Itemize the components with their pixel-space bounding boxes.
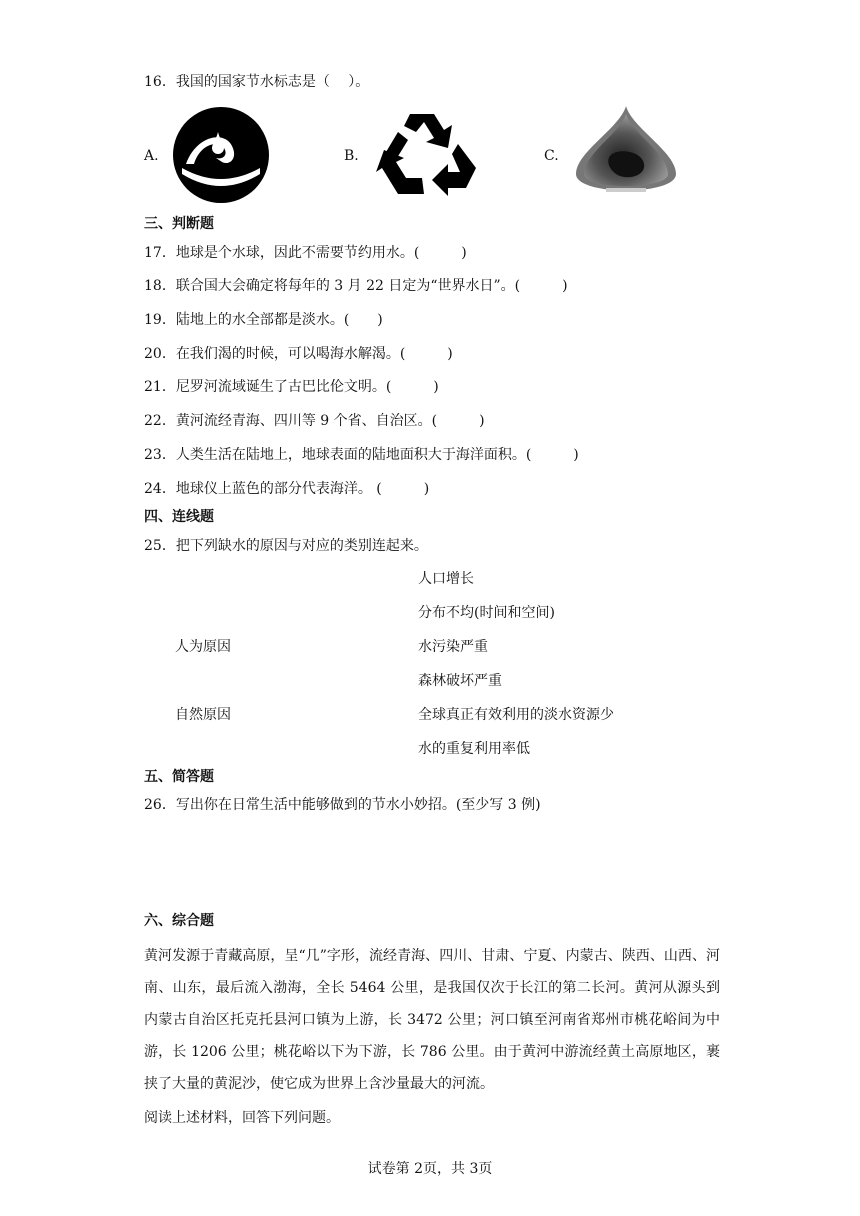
recycle-icon — [372, 108, 484, 198]
page-footer: 试卷第 2页，共 3页 — [367, 1161, 493, 1177]
section-4-title: 四、连线题 — [144, 509, 214, 525]
reading-prompt: 阅读上述材料，回答下列问题。 — [144, 1110, 340, 1126]
match-right-item-6: 水的重复利用率低 — [418, 741, 530, 757]
question-25: 25．把下列缺水的原因与对应的类别连起来。 — [144, 538, 428, 554]
water-saving-emblem-icon — [172, 106, 270, 204]
question-21: 21．尼罗河流域诞生了古巴比伦文明。( ) — [144, 379, 439, 395]
match-right-item-4: 森林破坏严重 — [418, 673, 502, 689]
question-18: 18．联合国大会确定将每年的 3 月 22 日定为“世界水日”。( ) — [144, 278, 568, 294]
option-c-label: C. — [544, 148, 559, 164]
question-26: 26．写出你在日常生活中能够做到的节水小妙招。(至少写 3 例) — [144, 797, 541, 813]
question-23: 23．人类生活在陆地上，地球表面的陆地面积大于海洋面积。( ) — [144, 447, 579, 463]
match-right-item-3: 水污染严重 — [418, 639, 488, 655]
section-6-title: 六、综合题 — [144, 913, 214, 929]
question-17: 17．地球是个水球，因此不需要节约用水。( ) — [144, 245, 467, 261]
question-24: 24．地球仪上蓝色的部分代表海洋。 ( ) — [144, 481, 430, 497]
water-drop-icon — [572, 104, 680, 200]
question-19: 19．陆地上的水全部都是淡水。( ) — [144, 312, 383, 328]
question-22: 22．黄河流经青海、四川等 9 个省、自治区。( ) — [144, 413, 485, 429]
match-right-item-2: 分布不均(时间和空间) — [418, 605, 555, 621]
match-right-item-1: 人口增长 — [418, 571, 474, 587]
option-a-label: A. — [144, 148, 159, 164]
section-3-title: 三、判断题 — [144, 216, 214, 232]
question-16: 16．我国的国家节水标志是（ ）。 — [144, 74, 370, 90]
option-b-label: B. — [344, 148, 359, 164]
match-right-item-5: 全球真正有效利用的淡水资源少 — [418, 707, 614, 723]
match-left-item-1: 人为原因 — [175, 639, 231, 655]
question-20: 20．在我们渴的时候，可以喝海水解渴。( ) — [144, 346, 453, 362]
section-5-title: 五、简答题 — [144, 769, 214, 785]
reading-passage: 黄河发源于青藏高原，呈“几”字形，流经青海、四川、甘肃、宁夏、内蒙古、陕西、山西、河南、山东，最后流入渤海，全长 5464 公里，是我国仅次于长江的第二长河。黄河从源头到内蒙古自治区托克托县河口镇为上游，长 3472 公里；河口镇至河南省郑州市桃花峪间为中游，长 1206 公里；桃花峪以下为下游，长 786 公里。由于黄河中游流经黄土高原地区，裹挟了大量的黄泥沙，使它成为世界上含沙量最大的河流。 — [144, 948, 720, 1092]
match-left-item-2: 自然原因 — [175, 707, 231, 723]
